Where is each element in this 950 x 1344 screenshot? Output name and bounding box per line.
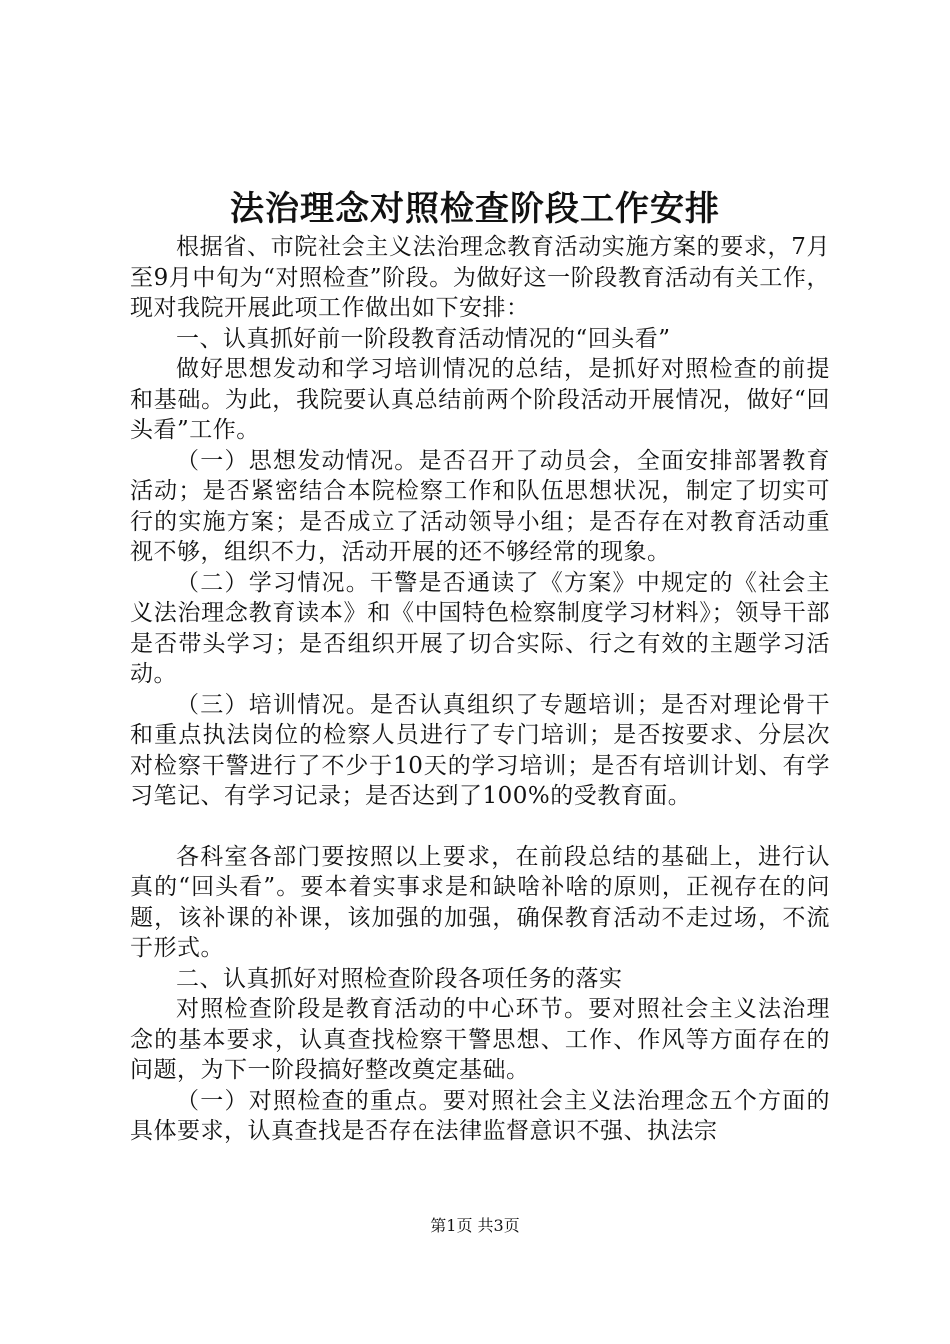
document-body [130,232,830,1147]
paragraph-intro: 根据省、市院社会主义法治理念教育活动实施方案的要求，7月至9月中旬为“对照检查”阶段。为做好这一阶段教育活动有关工作，现对我院开展此项工作做出如下安排： [130,234,830,321]
paragraph-item-2: （二）学习情况。干警是否通读了《方案》中规定的《社会主义法治理念教育读本》和《中国特色检察制度学习材料》；领导干部是否带头学习；是否组织开展了切合实际、行之有效的主题学习活动。 [130,569,830,687]
paragraph-item-1: （一）对照检查的重点。要对照社会主义法治理念五个方面的具体要求，认真查找是否存在法律监督意识不强、执法宗 [130,1087,830,1144]
document-title: 法治理念对照检查阶段工作安排 [230,189,720,229]
paragraph-item-3: （三）培训情况。是否认真组织了专题培训；是否对理论骨干和重点执法岗位的检察人员进行了专门培训；是否按要求、分层次对检察干警进行了不少于10天的学习培训；是否有培训计划、有学习笔记、有学习记录；是否达到了100%的受教育面。 [130,691,830,809]
paragraph: 做好思想发动和学习培训情况的总结，是抓好对照检查的前提和基础。为此，我院要认真总结前两个阶段活动开展情况，做好“回头看”工作。 [130,356,830,443]
page-footer: 第1页 共3页 [430,1216,520,1235]
paragraph-item-1: （一）思想发动情况。是否召开了动员会，全面安排部署教育活动；是否紧密结合本院检察工作和队伍思想状况，制定了切实可行的实施方案；是否成立了活动领导小组；是否存在对教育活动重视不够，组织不力，活动开展的还不够经常的现象。 [130,447,830,565]
paragraph: 各科室各部门要按照以上要求，在前段总结的基础上，进行认真的“回头看”。要本着实事求是和缺啥补啥的原则，正视存在的问题，该补课的补课，该加强的加强，确保教育活动不走过场，不流于形式。 [130,843,830,961]
section-heading-2: 二、认真抓好对照检查阶段各项任务的落实 [176,965,623,992]
paragraph: 对照检查阶段是教育活动的中心环节。要对照社会主义法治理念的基本要求，认真查找检察干警思想、工作、作风等方面存在的问题，为下一阶段搞好整改奠定基础。 [130,996,830,1083]
section-heading-1: 一、认真抓好前一阶段教育活动情况的“回头看” [176,325,671,352]
